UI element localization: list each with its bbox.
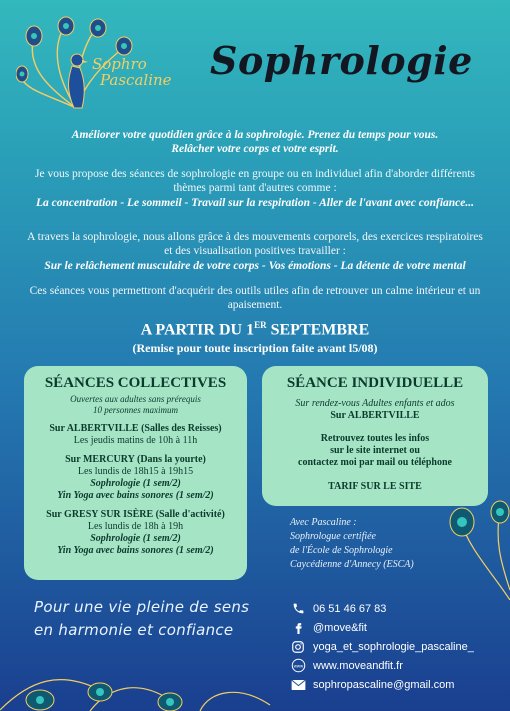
collective-sub2: 10 personnes maximum [93, 405, 178, 415]
facebook-icon [290, 620, 306, 636]
collective-sessions-card [24, 366, 247, 580]
individual-location: Sur ALBERTVILLE [330, 410, 420, 421]
location-line: Yin Yoga avec bains sonores (1 sem/2) [57, 490, 214, 501]
contact-phone[interactable] [290, 599, 505, 618]
credentials-line4: Caycédienne d'Annecy (ESCA) [290, 559, 414, 570]
intro-line2: Relâcher votre corps et votre esprit. [171, 143, 339, 155]
contact-instagram[interactable] [290, 637, 505, 656]
intro-text [30, 128, 480, 156]
svg-text:www: www [293, 663, 303, 669]
logo-line2: Pascaline [100, 71, 172, 89]
location-name: Sur MERCURY (Dans la yourte) [65, 454, 206, 465]
paragraph-themes-highlight: La concentration - Le sommeil - Travail sur la respiration - Aller de l'avant avec confiance... [35, 197, 475, 209]
envelope-icon [290, 677, 306, 693]
phone-text: 06 51 46 67 83 [313, 602, 387, 615]
location-gresy [24, 509, 247, 557]
location-albertville [24, 423, 247, 447]
feather-decoration-right-icon [440, 500, 510, 600]
globe-icon [290, 658, 306, 674]
location-line: Les jeudis matins de 10h à 11h [73, 435, 198, 446]
paragraph-methods [24, 230, 486, 273]
page-title: Sophrologie [210, 38, 473, 83]
instagram-text: yoga_et_sophrologie_pascaline_ [313, 640, 474, 653]
slogan [34, 596, 249, 642]
location-line: Sophrologie (1 sem/2) [90, 478, 181, 489]
contact-email[interactable] [290, 675, 505, 694]
individual-title: SÉANCE INDIVIDUELLE [286, 375, 464, 391]
paragraph-methods-highlight: Sur le relâchement musculaire de votre corps - Vos émotions - La détente de votre mental [44, 260, 466, 272]
location-line: Yin Yoga avec bains sonores (1 sem/2) [57, 545, 214, 556]
paragraph-benefits-text: Ces séances vous permettront d'acquérir des outils utiles afin de retrouver un calme intérieur et un apaisement. [29, 285, 481, 311]
feather-decoration-bottom-icon [0, 640, 290, 711]
location-name: Sur GRESY SUR ISÈRE (Salle d'activité) [46, 509, 225, 520]
individual-tarif: TARIF SUR LE SITE [328, 481, 422, 492]
individual-session-card [262, 366, 488, 506]
paragraph-benefits [24, 284, 486, 312]
phone-icon [290, 601, 306, 617]
credentials-line1: Avec Pascaline : [290, 517, 357, 528]
credentials-line3: de l'École de Sophrologie [290, 545, 393, 556]
logo-text [92, 56, 172, 88]
collective-title: SÉANCES COLLECTIVES [44, 375, 227, 391]
facebook-text: @move&fit [313, 621, 367, 634]
individual-info3: contactez moi par mail ou téléphone [298, 457, 452, 468]
location-mercury [24, 454, 247, 502]
credentials-line2: Sophrologue certifiée [290, 531, 376, 542]
individual-info2: sur le site internet ou [330, 445, 420, 456]
contact-list [290, 599, 505, 694]
instagram-icon [290, 639, 306, 655]
slogan-line2: en harmonie et confiance [34, 621, 234, 639]
location-line: Les lundis de 18h15 à 19h15 [77, 466, 194, 477]
slogan-line1: Pour une vie pleine de sens [34, 598, 250, 616]
location-name: Sur ALBERTVILLE (Salles des Reisses) [49, 423, 222, 434]
location-line: Les lundis de 18h à 19h [87, 521, 184, 532]
logo-line1: Sophro [92, 55, 147, 73]
discount-note: (Remise pour toute inscription faite avant l5/08) [132, 341, 378, 355]
individual-info1: Retrouvez toutes les infos [320, 433, 430, 444]
paragraph-themes [24, 167, 486, 210]
individual-rdv: Sur rendez-vous Adultes enfants et ados [295, 398, 455, 409]
website-text: www.moveandfit.fr [313, 659, 403, 672]
start-date-suffix: SEPTEMBRE [266, 321, 370, 339]
paragraph-methods-text: A travers la sophrologie, nous allons grâce à des mouvements corporels, des exercices respiratoires et des visualisation positives travailler : [27, 231, 483, 257]
intro-line1: Améliorer votre quotidien grâce à la sophrologie. Prenez du temps pour vous. [71, 129, 439, 141]
start-date [0, 320, 510, 339]
start-date-prefix: A PARTIR DU 1 [140, 321, 255, 339]
location-line: Sophrologie (1 sem/2) [90, 533, 181, 544]
credentials [290, 516, 414, 572]
paragraph-themes-text: Je vous propose des séances de sophrologie en groupe ou en individuel afin d'aborder différents thèmes parmi tant d'autres comme : [34, 168, 475, 194]
collective-sub1: Ouvertes aux adultes sans prérequis [70, 394, 201, 404]
contact-website[interactable] [290, 656, 505, 675]
contact-facebook[interactable] [290, 618, 505, 637]
individual-infos [262, 433, 488, 469]
email-text: sophropascaline@gmail.com [313, 678, 455, 691]
start-date-sup: ER [254, 320, 267, 330]
